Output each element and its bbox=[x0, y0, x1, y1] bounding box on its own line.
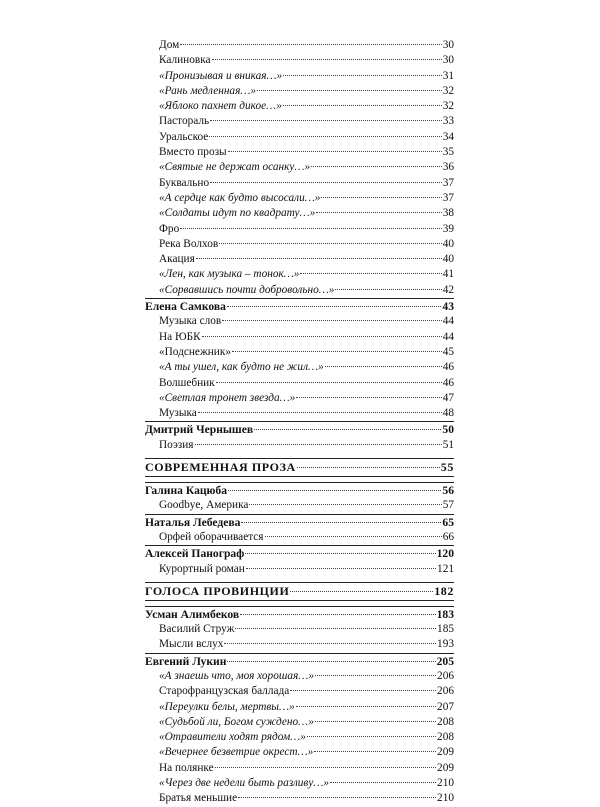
toc-entry bbox=[145, 745, 454, 760]
toc-entry bbox=[145, 314, 454, 329]
toc-page-number: 34 bbox=[442, 130, 454, 143]
dot-leader bbox=[232, 351, 442, 352]
toc-title: СОВРЕМЕННАЯ ПРОЗА bbox=[145, 460, 296, 475]
dot-leader bbox=[209, 136, 441, 137]
toc-author bbox=[145, 515, 454, 530]
dot-leader bbox=[196, 258, 442, 259]
toc-entry bbox=[145, 283, 454, 298]
dot-leader bbox=[314, 751, 436, 752]
dot-leader bbox=[210, 182, 442, 183]
toc-title: «Отравители ходят рядом…» bbox=[159, 731, 306, 744]
toc-page-number: 40 bbox=[442, 253, 454, 266]
toc-entry bbox=[145, 176, 454, 191]
toc-page-number: 31 bbox=[442, 69, 454, 82]
toc-page-number: 32 bbox=[442, 84, 454, 97]
toc-page-number: 206 bbox=[437, 685, 454, 698]
dot-leader bbox=[202, 336, 442, 337]
toc-title: Василий Струж bbox=[159, 623, 235, 636]
toc-title: Дмитрий Чернышев bbox=[145, 423, 254, 437]
dot-leader bbox=[325, 366, 442, 367]
toc-title: Курортный роман bbox=[159, 562, 245, 575]
toc-title: Вместо прозы bbox=[159, 146, 227, 159]
toc-entry bbox=[145, 145, 454, 160]
toc-entry bbox=[145, 252, 454, 267]
toc-title: Мысли вслух bbox=[159, 638, 224, 651]
toc-entry bbox=[145, 776, 454, 791]
toc-page-number: 39 bbox=[442, 222, 454, 235]
toc-title: «Сорвавшись почти добровольно…» bbox=[159, 283, 335, 296]
dot-leader bbox=[246, 568, 436, 569]
toc-entry bbox=[145, 84, 454, 99]
toc-page-number: 35 bbox=[442, 146, 454, 159]
dot-leader bbox=[296, 397, 441, 398]
toc-page-number: 44 bbox=[442, 315, 454, 328]
toc-entry bbox=[145, 669, 454, 684]
toc-entry bbox=[145, 438, 454, 453]
toc-entry bbox=[145, 498, 454, 513]
toc-title: «Яблоко пахнет дикое…» bbox=[159, 100, 282, 113]
toc-title: «Солдаты идут по квадрату…» bbox=[159, 207, 316, 220]
toc-entry bbox=[145, 130, 454, 145]
toc-page-number: 50 bbox=[442, 423, 454, 437]
toc-title: Акация bbox=[159, 253, 195, 266]
dot-leader bbox=[315, 675, 436, 676]
toc-title: ГОЛОСА ПРОВИНЦИИ bbox=[145, 583, 290, 598]
toc-entry bbox=[145, 406, 454, 421]
toc-title: Goodbye, Америка bbox=[159, 499, 249, 512]
toc-title: Евгений Лукин bbox=[145, 654, 227, 668]
toc-entry bbox=[145, 222, 454, 237]
toc-page-number: 120 bbox=[436, 547, 454, 561]
toc-page-number: 183 bbox=[436, 607, 454, 621]
dot-leader bbox=[241, 522, 441, 523]
dot-leader bbox=[265, 536, 442, 537]
toc-title: «Через две недели быть разливу…» bbox=[159, 777, 330, 790]
toc-title: Братья меньшие bbox=[159, 792, 238, 805]
toc-entry bbox=[145, 53, 454, 68]
dot-leader bbox=[290, 690, 436, 691]
dot-leader bbox=[227, 661, 435, 662]
dot-leader bbox=[316, 212, 441, 213]
dot-leader bbox=[297, 467, 440, 468]
toc-page-number: 32 bbox=[442, 100, 454, 113]
toc-title: Дом bbox=[159, 39, 180, 51]
toc-entry bbox=[145, 114, 454, 129]
toc-title: «Пронизывая и вникая…» bbox=[159, 69, 283, 82]
toc-title: Калиновка bbox=[159, 54, 211, 67]
dot-leader bbox=[235, 628, 436, 629]
dot-leader bbox=[195, 444, 442, 445]
toc-author bbox=[145, 607, 454, 622]
toc-page-number: 65 bbox=[442, 515, 454, 529]
dot-leader bbox=[335, 289, 441, 290]
toc-author bbox=[145, 654, 454, 669]
toc-title: На ЮБК bbox=[159, 330, 201, 343]
toc-page-number: 185 bbox=[437, 623, 454, 636]
toc-entry bbox=[145, 700, 454, 715]
toc-page-number: 51 bbox=[442, 438, 454, 451]
toc-title: «Рань медленная…» bbox=[159, 84, 257, 97]
toc-page-number: 30 bbox=[442, 39, 454, 51]
toc-entry bbox=[145, 267, 454, 282]
toc-title: Алексей Панограф bbox=[145, 547, 245, 561]
dot-leader bbox=[228, 151, 442, 152]
toc-author bbox=[145, 546, 454, 561]
toc-title: На полянке bbox=[159, 761, 214, 774]
toc-page-number: 193 bbox=[437, 638, 454, 651]
toc-title: Уральское bbox=[159, 130, 209, 143]
toc-title: Усман Алимбеков bbox=[145, 607, 240, 621]
toc-page-number: 37 bbox=[442, 176, 454, 189]
toc-page-number: 205 bbox=[436, 654, 454, 668]
toc-title: «Лен, как музыка – тонок…» bbox=[159, 268, 300, 281]
dot-leader bbox=[212, 59, 442, 60]
toc-page-number: 208 bbox=[437, 731, 454, 744]
dot-leader bbox=[180, 44, 441, 45]
toc-page-number: 208 bbox=[437, 715, 454, 728]
toc-entry bbox=[145, 562, 454, 577]
toc-entry bbox=[145, 530, 454, 545]
toc-page-number: 66 bbox=[442, 530, 454, 543]
dot-leader bbox=[296, 706, 436, 707]
toc-page-number: 48 bbox=[442, 407, 454, 420]
dot-leader bbox=[290, 591, 433, 592]
toc-title: Музыка слов bbox=[159, 315, 222, 328]
toc-entry bbox=[145, 160, 454, 175]
toc-title: Старофранцузская баллада bbox=[159, 685, 290, 698]
toc-title: «Вечернее безветрие окрест…» bbox=[159, 746, 314, 759]
dot-leader bbox=[311, 166, 442, 167]
toc-title: Наталья Лебедева bbox=[145, 515, 241, 529]
dot-leader bbox=[315, 721, 436, 722]
toc-title: «Светлая тронет звезда…» bbox=[159, 391, 296, 404]
dot-leader bbox=[330, 782, 436, 783]
toc-page-number: 45 bbox=[442, 345, 454, 358]
toc-page-number: 42 bbox=[442, 283, 454, 296]
toc-page-number: 41 bbox=[442, 268, 454, 281]
toc-page-number: 36 bbox=[442, 161, 454, 174]
dot-leader bbox=[254, 429, 441, 430]
dot-leader bbox=[307, 736, 436, 737]
dot-leader bbox=[228, 490, 441, 491]
toc-page-number: 43 bbox=[442, 300, 454, 314]
toc-title: Река Волхов bbox=[159, 237, 219, 250]
table-of-contents bbox=[145, 38, 454, 807]
dot-leader bbox=[245, 553, 435, 554]
toc-page-number: 55 bbox=[440, 460, 454, 475]
toc-entry bbox=[145, 730, 454, 745]
toc-page-number: 209 bbox=[437, 746, 454, 759]
toc-page-number: 46 bbox=[442, 376, 454, 389]
dot-leader bbox=[249, 504, 441, 505]
toc-title: Буквально bbox=[159, 176, 210, 189]
toc-entry bbox=[145, 330, 454, 345]
dot-leader bbox=[180, 228, 441, 229]
toc-entry bbox=[145, 637, 454, 652]
toc-title: Поэзия bbox=[159, 438, 194, 451]
toc-page-number: 47 bbox=[442, 391, 454, 404]
toc-page-number: 209 bbox=[437, 761, 454, 774]
toc-author bbox=[145, 483, 454, 498]
dot-leader bbox=[240, 614, 435, 615]
dot-leader bbox=[321, 197, 441, 198]
toc-title: «Переулки белы, мертвы…» bbox=[159, 700, 295, 713]
toc-page-number: 46 bbox=[442, 361, 454, 374]
toc-page-number: 207 bbox=[437, 700, 454, 713]
toc-entry bbox=[145, 791, 454, 806]
toc-page-number: 182 bbox=[434, 583, 454, 598]
toc-section-heading bbox=[145, 583, 454, 600]
toc-page-number: 210 bbox=[437, 792, 454, 805]
dot-leader bbox=[283, 75, 442, 76]
toc-title: Фро bbox=[159, 222, 180, 235]
dot-leader bbox=[238, 797, 436, 798]
dot-leader bbox=[227, 306, 441, 307]
toc-title: «Святые не держат осанку…» bbox=[159, 161, 311, 174]
toc-title: «А знаешь что, моя хорошая…» bbox=[159, 669, 314, 682]
toc-page-number: 206 bbox=[437, 669, 454, 682]
toc-entry bbox=[145, 206, 454, 221]
toc-title: «А ты ушел, как будто не жил…» bbox=[159, 361, 324, 374]
dot-leader bbox=[219, 243, 442, 244]
toc-author bbox=[145, 422, 454, 437]
toc-title: Галина Кацюба bbox=[145, 484, 227, 498]
toc-page-number: 38 bbox=[442, 207, 454, 220]
toc-entry bbox=[145, 391, 454, 406]
dot-leader bbox=[222, 320, 441, 321]
toc-page-number: 37 bbox=[442, 191, 454, 204]
toc-page-number: 210 bbox=[437, 777, 454, 790]
toc-entry bbox=[145, 345, 454, 360]
dot-leader bbox=[215, 767, 436, 768]
toc-page-number: 44 bbox=[442, 330, 454, 343]
toc-page-number: 30 bbox=[442, 54, 454, 67]
dot-leader bbox=[210, 120, 442, 121]
toc-entry bbox=[145, 237, 454, 252]
toc-entry bbox=[145, 360, 454, 375]
toc-title: Пастораль bbox=[159, 115, 210, 128]
toc-entry bbox=[145, 191, 454, 206]
toc-title: Орфей оборачивается bbox=[159, 530, 264, 543]
toc-page-number: 33 bbox=[442, 115, 454, 128]
dot-leader bbox=[300, 273, 441, 274]
toc-page-number: 57 bbox=[442, 499, 454, 512]
toc-section-heading bbox=[145, 459, 454, 476]
dot-leader bbox=[224, 643, 436, 644]
toc-entry bbox=[145, 99, 454, 114]
toc-entry bbox=[145, 684, 454, 699]
toc-page-number: 40 bbox=[442, 237, 454, 250]
toc-entry bbox=[145, 38, 454, 53]
toc-title: Волшебник bbox=[159, 376, 215, 389]
toc-entry bbox=[145, 622, 454, 637]
toc-entry bbox=[145, 376, 454, 391]
toc-entry bbox=[145, 715, 454, 730]
toc-title: «Судьбой ли, Богом суждено…» bbox=[159, 715, 314, 728]
toc-page-number: 56 bbox=[442, 484, 454, 498]
dot-leader bbox=[257, 90, 442, 91]
toc-title: Музыка bbox=[159, 407, 197, 420]
toc-page-number: 121 bbox=[437, 562, 454, 575]
dot-leader bbox=[216, 382, 442, 383]
toc-title: Елена Самкова bbox=[145, 300, 226, 314]
toc-entry bbox=[145, 69, 454, 84]
dot-leader bbox=[198, 412, 442, 413]
toc-entry bbox=[145, 761, 454, 776]
toc-title: «А сердце как будто высосали…» bbox=[159, 191, 321, 204]
dot-leader bbox=[283, 105, 442, 106]
toc-author bbox=[145, 299, 454, 314]
toc-title: «Подснежник» bbox=[159, 345, 231, 358]
